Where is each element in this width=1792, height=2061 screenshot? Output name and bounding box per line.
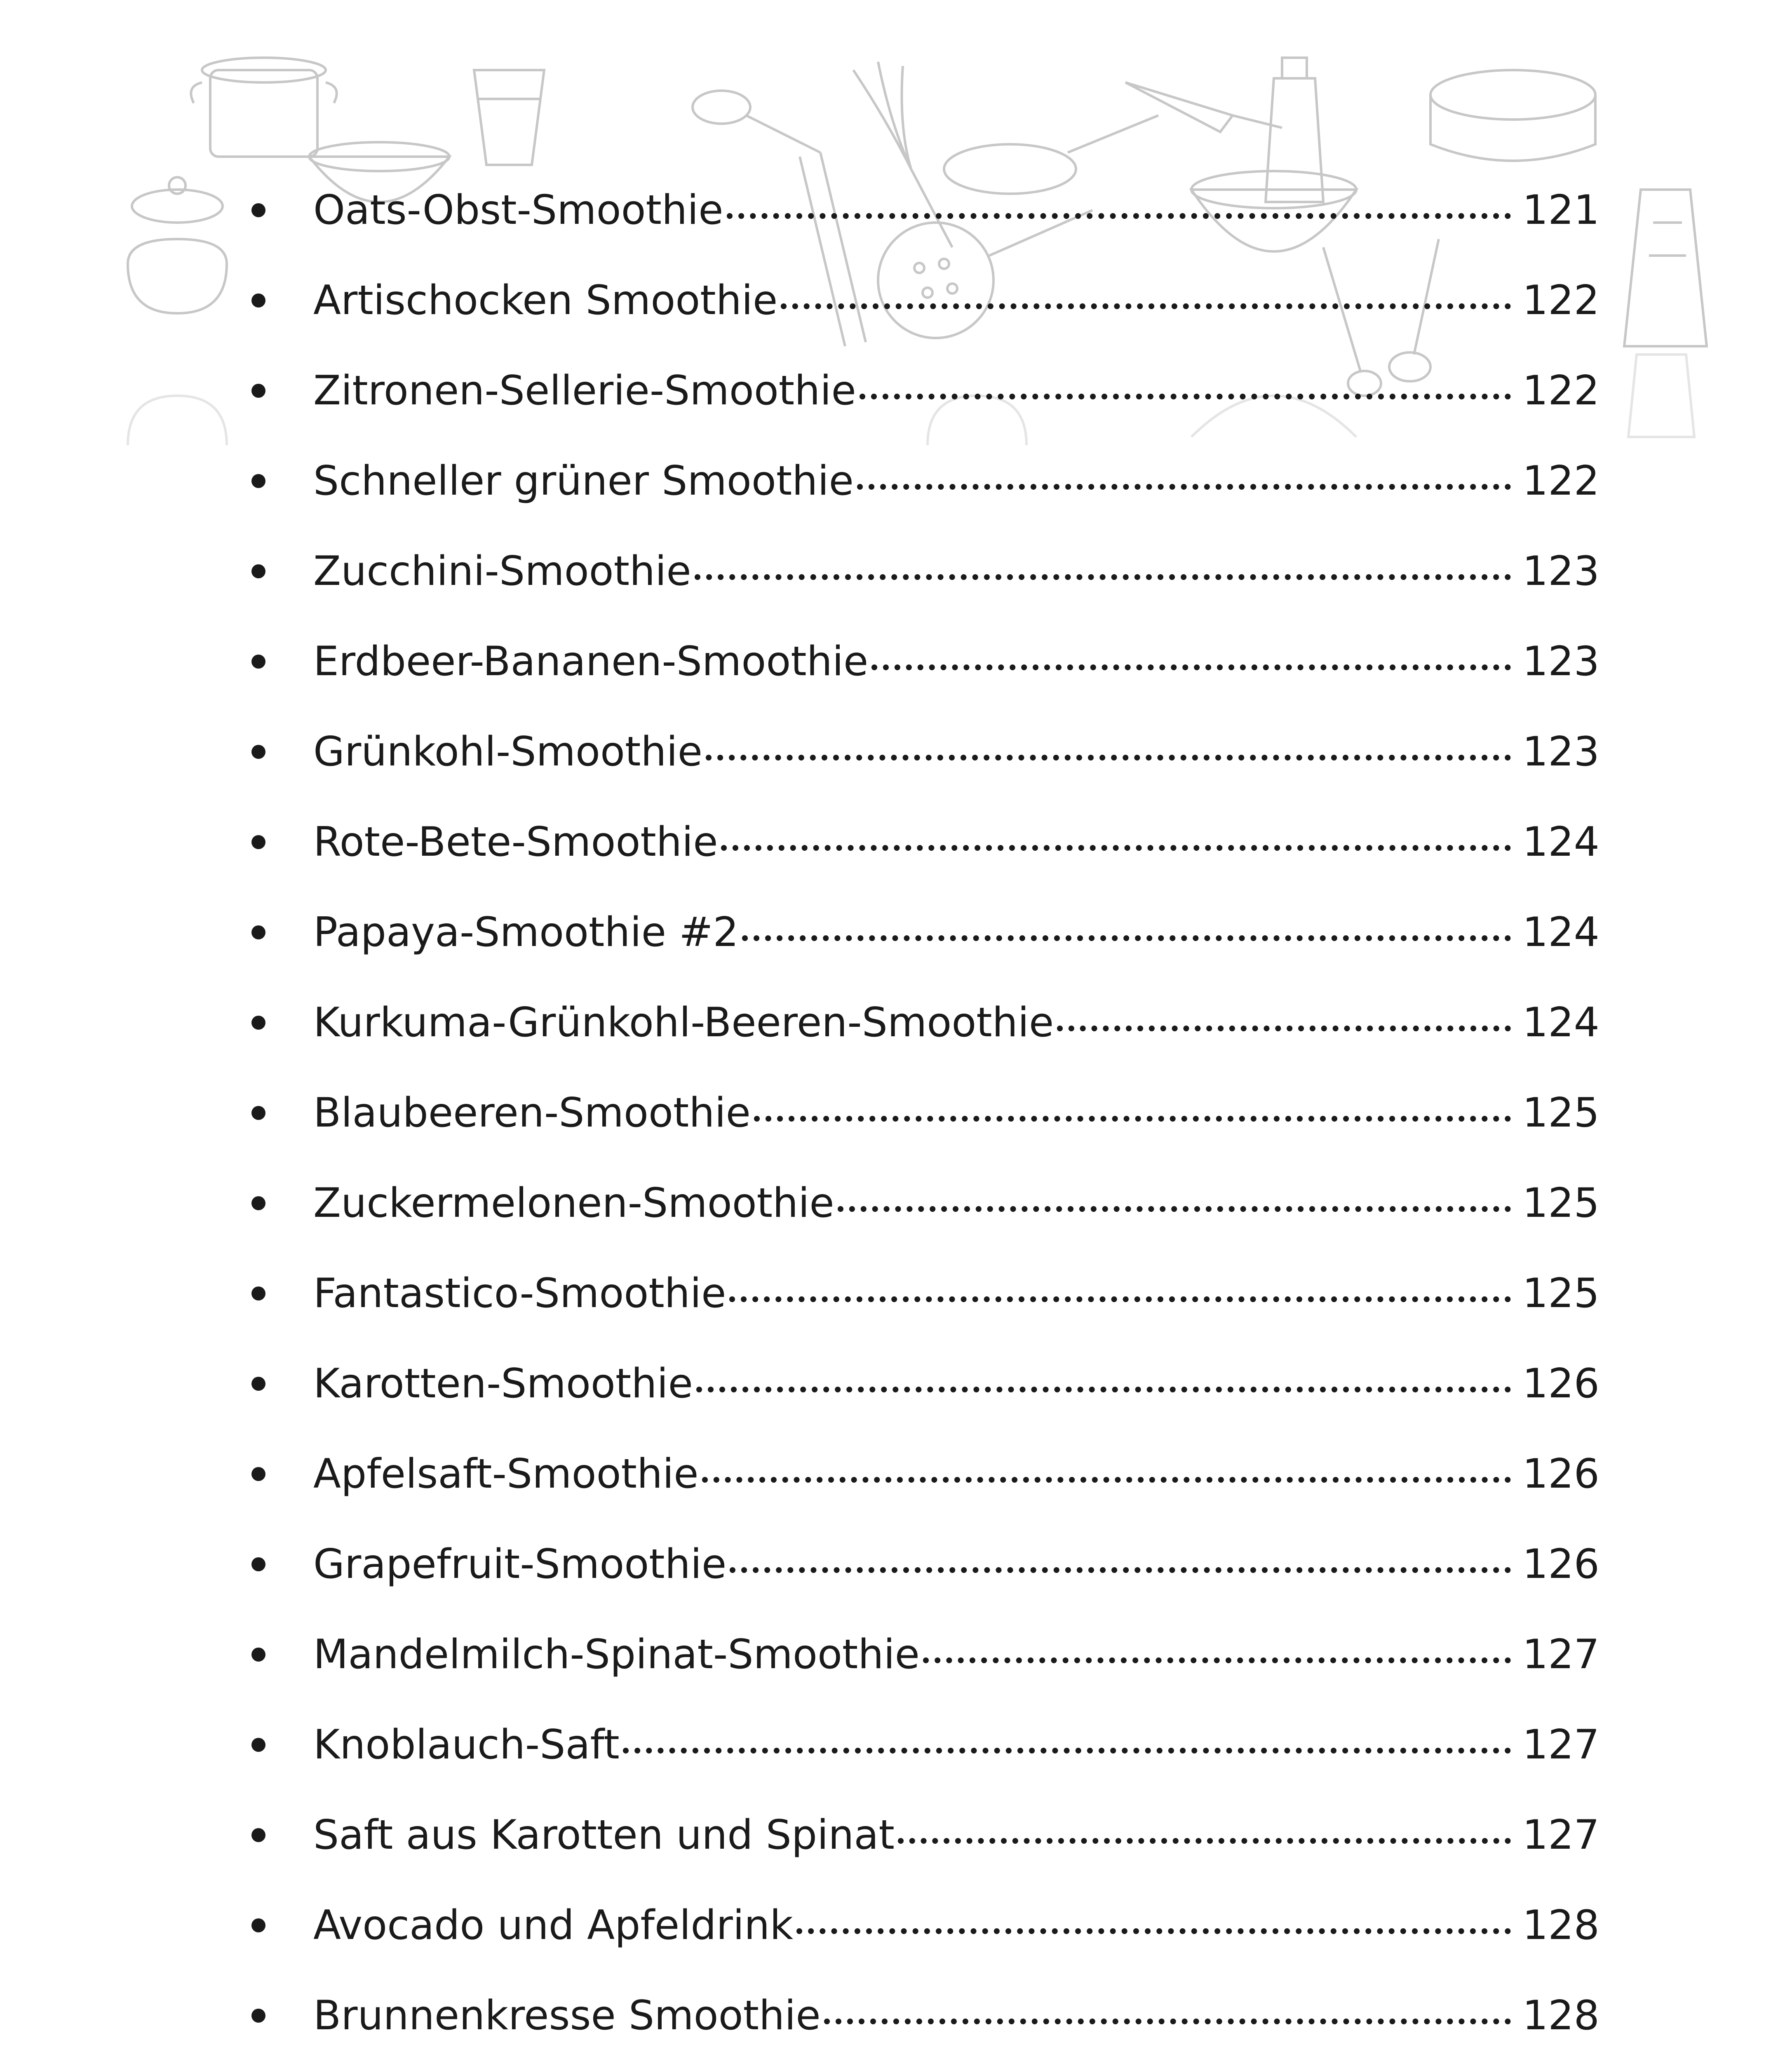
toc-entry-title: Artischocken Smoothie — [313, 277, 778, 324]
dot-leader — [721, 845, 1510, 851]
dot-leader — [871, 664, 1511, 670]
toc-entry-title: Avocado und Apfeldrink — [313, 1901, 793, 1949]
toc-entry-page: 127 — [1522, 1631, 1599, 1678]
toc-entry — [231, 1429, 1599, 1519]
toc-entry — [231, 1248, 1599, 1338]
toc-entry-title: Kurkuma-Grünkohl-Beeren-Smoothie — [313, 999, 1054, 1046]
glass-icon — [474, 70, 544, 165]
dot-leader — [702, 1477, 1511, 1483]
bullet-icon — [251, 1196, 265, 1210]
toc-entry-page: 123 — [1522, 547, 1599, 595]
toc-entry-line — [313, 1901, 1599, 1949]
bullet-icon — [251, 745, 265, 759]
dot-leader — [898, 1838, 1511, 1844]
toc-entry-page: 123 — [1522, 728, 1599, 775]
toc-entry — [231, 977, 1599, 1068]
toc-entry-line — [313, 547, 1599, 595]
toc-entry-line — [313, 186, 1599, 234]
toc-entry-title: Zitronen-Sellerie-Smoothie — [313, 367, 856, 414]
toc-entry — [231, 255, 1599, 345]
toc-entry — [231, 526, 1599, 616]
dot-leader — [754, 1116, 1511, 1122]
bullet-icon — [251, 203, 265, 217]
toc-entry-line — [313, 999, 1599, 1046]
toc-entry-line — [313, 1089, 1599, 1136]
dot-leader — [696, 1387, 1511, 1392]
bullet-icon — [251, 1918, 265, 1932]
dot-leader — [824, 2019, 1511, 2024]
dot-leader — [838, 1206, 1511, 1212]
toc-entry-title: Blaubeeren-Smoothie — [313, 1089, 751, 1136]
bullet-icon — [251, 1648, 265, 1662]
toc-entry — [231, 1158, 1599, 1248]
dot-leader — [796, 1928, 1511, 1934]
toc-entry-line — [313, 908, 1599, 956]
toc-entry-title: Grapefruit-Smoothie — [313, 1540, 727, 1588]
toc-entry-title: Rote-Bete-Smoothie — [313, 818, 718, 866]
toc-entry-page: 122 — [1522, 457, 1599, 505]
toc-entry-page: 121 — [1522, 186, 1599, 234]
toc-entry — [231, 436, 1599, 526]
bullet-icon — [251, 655, 265, 669]
dot-leader — [623, 1748, 1511, 1753]
dot-leader — [706, 755, 1511, 761]
bullet-icon — [251, 835, 265, 849]
toc-entry-page: 124 — [1522, 908, 1599, 956]
table-of-contents — [231, 165, 1599, 2061]
toc-entry-line — [313, 1270, 1599, 1317]
toc-entry — [231, 345, 1599, 436]
toc-entry-title: Erdbeer-Bananen-Smoothie — [313, 638, 869, 685]
toc-entry-page: 122 — [1522, 367, 1599, 414]
toc-entry-title: Knoblauch-Saft — [313, 1721, 620, 1768]
toc-entry — [231, 1068, 1599, 1158]
toc-entry-line — [313, 1721, 1599, 1768]
bullet-icon — [251, 1286, 265, 1300]
toc-entry-page: 126 — [1522, 1450, 1599, 1498]
toc-entry-page: 123 — [1522, 638, 1599, 685]
toc-entry-title: Fantastico-Smoothie — [313, 1270, 726, 1317]
pot-icon — [191, 58, 336, 157]
dot-leader — [727, 213, 1511, 219]
toc-entry-title: Grünkohl-Smoothie — [313, 728, 703, 775]
toc-entry — [231, 1880, 1599, 1970]
toc-entry-title: Papaya-Smoothie #2 — [313, 908, 739, 956]
knife-icon — [1125, 82, 1282, 132]
toc-entry-title: Oats-Obst-Smoothie — [313, 186, 723, 234]
lidded-pot-icon — [128, 177, 227, 313]
bullet-icon — [251, 2009, 265, 2023]
toc-entry-page: 122 — [1522, 277, 1599, 324]
cake-tin-icon — [1430, 70, 1595, 161]
toc-entry-title: Mandelmilch-Spinat-Smoothie — [313, 1631, 920, 1678]
toc-entry-line — [313, 1360, 1599, 1407]
toc-entry-line — [313, 1540, 1599, 1588]
toc-entry-title: Schneller grüner Smoothie — [313, 457, 854, 505]
dot-leader — [729, 1296, 1511, 1302]
bullet-icon — [251, 293, 265, 308]
toc-entry-line — [313, 367, 1599, 414]
toc-entry — [231, 797, 1599, 887]
bullet-icon — [251, 1377, 265, 1391]
bullet-icon — [251, 1016, 265, 1030]
toc-entry — [231, 1519, 1599, 1609]
toc-entry-title: Zuckermelonen-Smoothie — [313, 1179, 834, 1227]
toc-entry-page: 125 — [1522, 1089, 1599, 1136]
bullet-icon — [251, 474, 265, 488]
toc-entry-line — [313, 1992, 1599, 2039]
toc-entry-page: 124 — [1522, 818, 1599, 866]
bullet-icon — [251, 1738, 265, 1752]
bullet-icon — [251, 1828, 265, 1842]
toc-entry-line — [313, 638, 1599, 685]
bullet-icon — [251, 384, 265, 398]
toc-entry-title: Apfelsaft-Smoothie — [313, 1450, 699, 1498]
toc-entry — [231, 1609, 1599, 1700]
bullet-icon — [251, 1467, 265, 1481]
toc-entry — [231, 887, 1599, 977]
toc-entry-line — [313, 818, 1599, 866]
grater-icon — [1624, 190, 1707, 346]
toc-entry-line — [313, 1631, 1599, 1678]
bullet-icon — [251, 1106, 265, 1120]
toc-entry — [231, 1338, 1599, 1429]
dot-leader — [1057, 1026, 1511, 1031]
bullet-icon — [251, 564, 265, 578]
toc-entry-page: 125 — [1522, 1179, 1599, 1227]
dot-leader — [742, 935, 1511, 941]
bullet-icon — [251, 1557, 265, 1571]
dot-leader — [857, 484, 1511, 490]
toc-entry-page: 124 — [1522, 999, 1599, 1046]
toc-entry — [231, 165, 1599, 255]
toc-entry-title: Saft aus Karotten und Spinat — [313, 1811, 895, 1859]
toc-entry-page: 126 — [1522, 1360, 1599, 1407]
toc-entry-page: 128 — [1522, 1901, 1599, 1949]
bullet-icon — [251, 925, 265, 939]
dot-leader — [923, 1657, 1511, 1663]
toc-entry — [231, 1970, 1599, 2061]
toc-entry-title: Brunnenkresse Smoothie — [313, 1992, 821, 2039]
dot-leader — [860, 394, 1511, 399]
spoon-icon — [693, 91, 820, 153]
toc-entry-title: Zucchini-Smoothie — [313, 547, 691, 595]
toc-entry — [231, 707, 1599, 797]
dot-leader — [730, 1567, 1511, 1573]
toc-entry-line — [313, 457, 1599, 505]
toc-entry — [231, 616, 1599, 707]
toc-entry — [231, 1790, 1599, 1880]
dot-leader — [781, 303, 1511, 309]
toc-entry-page: 125 — [1522, 1270, 1599, 1317]
toc-entry-line — [313, 728, 1599, 775]
dot-leader — [695, 574, 1511, 580]
toc-entry-line — [313, 277, 1599, 324]
toc-entry-page: 127 — [1522, 1721, 1599, 1768]
toc-entry — [231, 1700, 1599, 1790]
toc-entry-line — [313, 1811, 1599, 1859]
toc-entry-line — [313, 1179, 1599, 1227]
toc-entry-title: Karotten-Smoothie — [313, 1360, 693, 1407]
toc-entry-page: 126 — [1522, 1540, 1599, 1588]
toc-entry-page: 128 — [1522, 1992, 1599, 2039]
toc-entry-page: 127 — [1522, 1811, 1599, 1859]
toc-entry-line — [313, 1450, 1599, 1498]
